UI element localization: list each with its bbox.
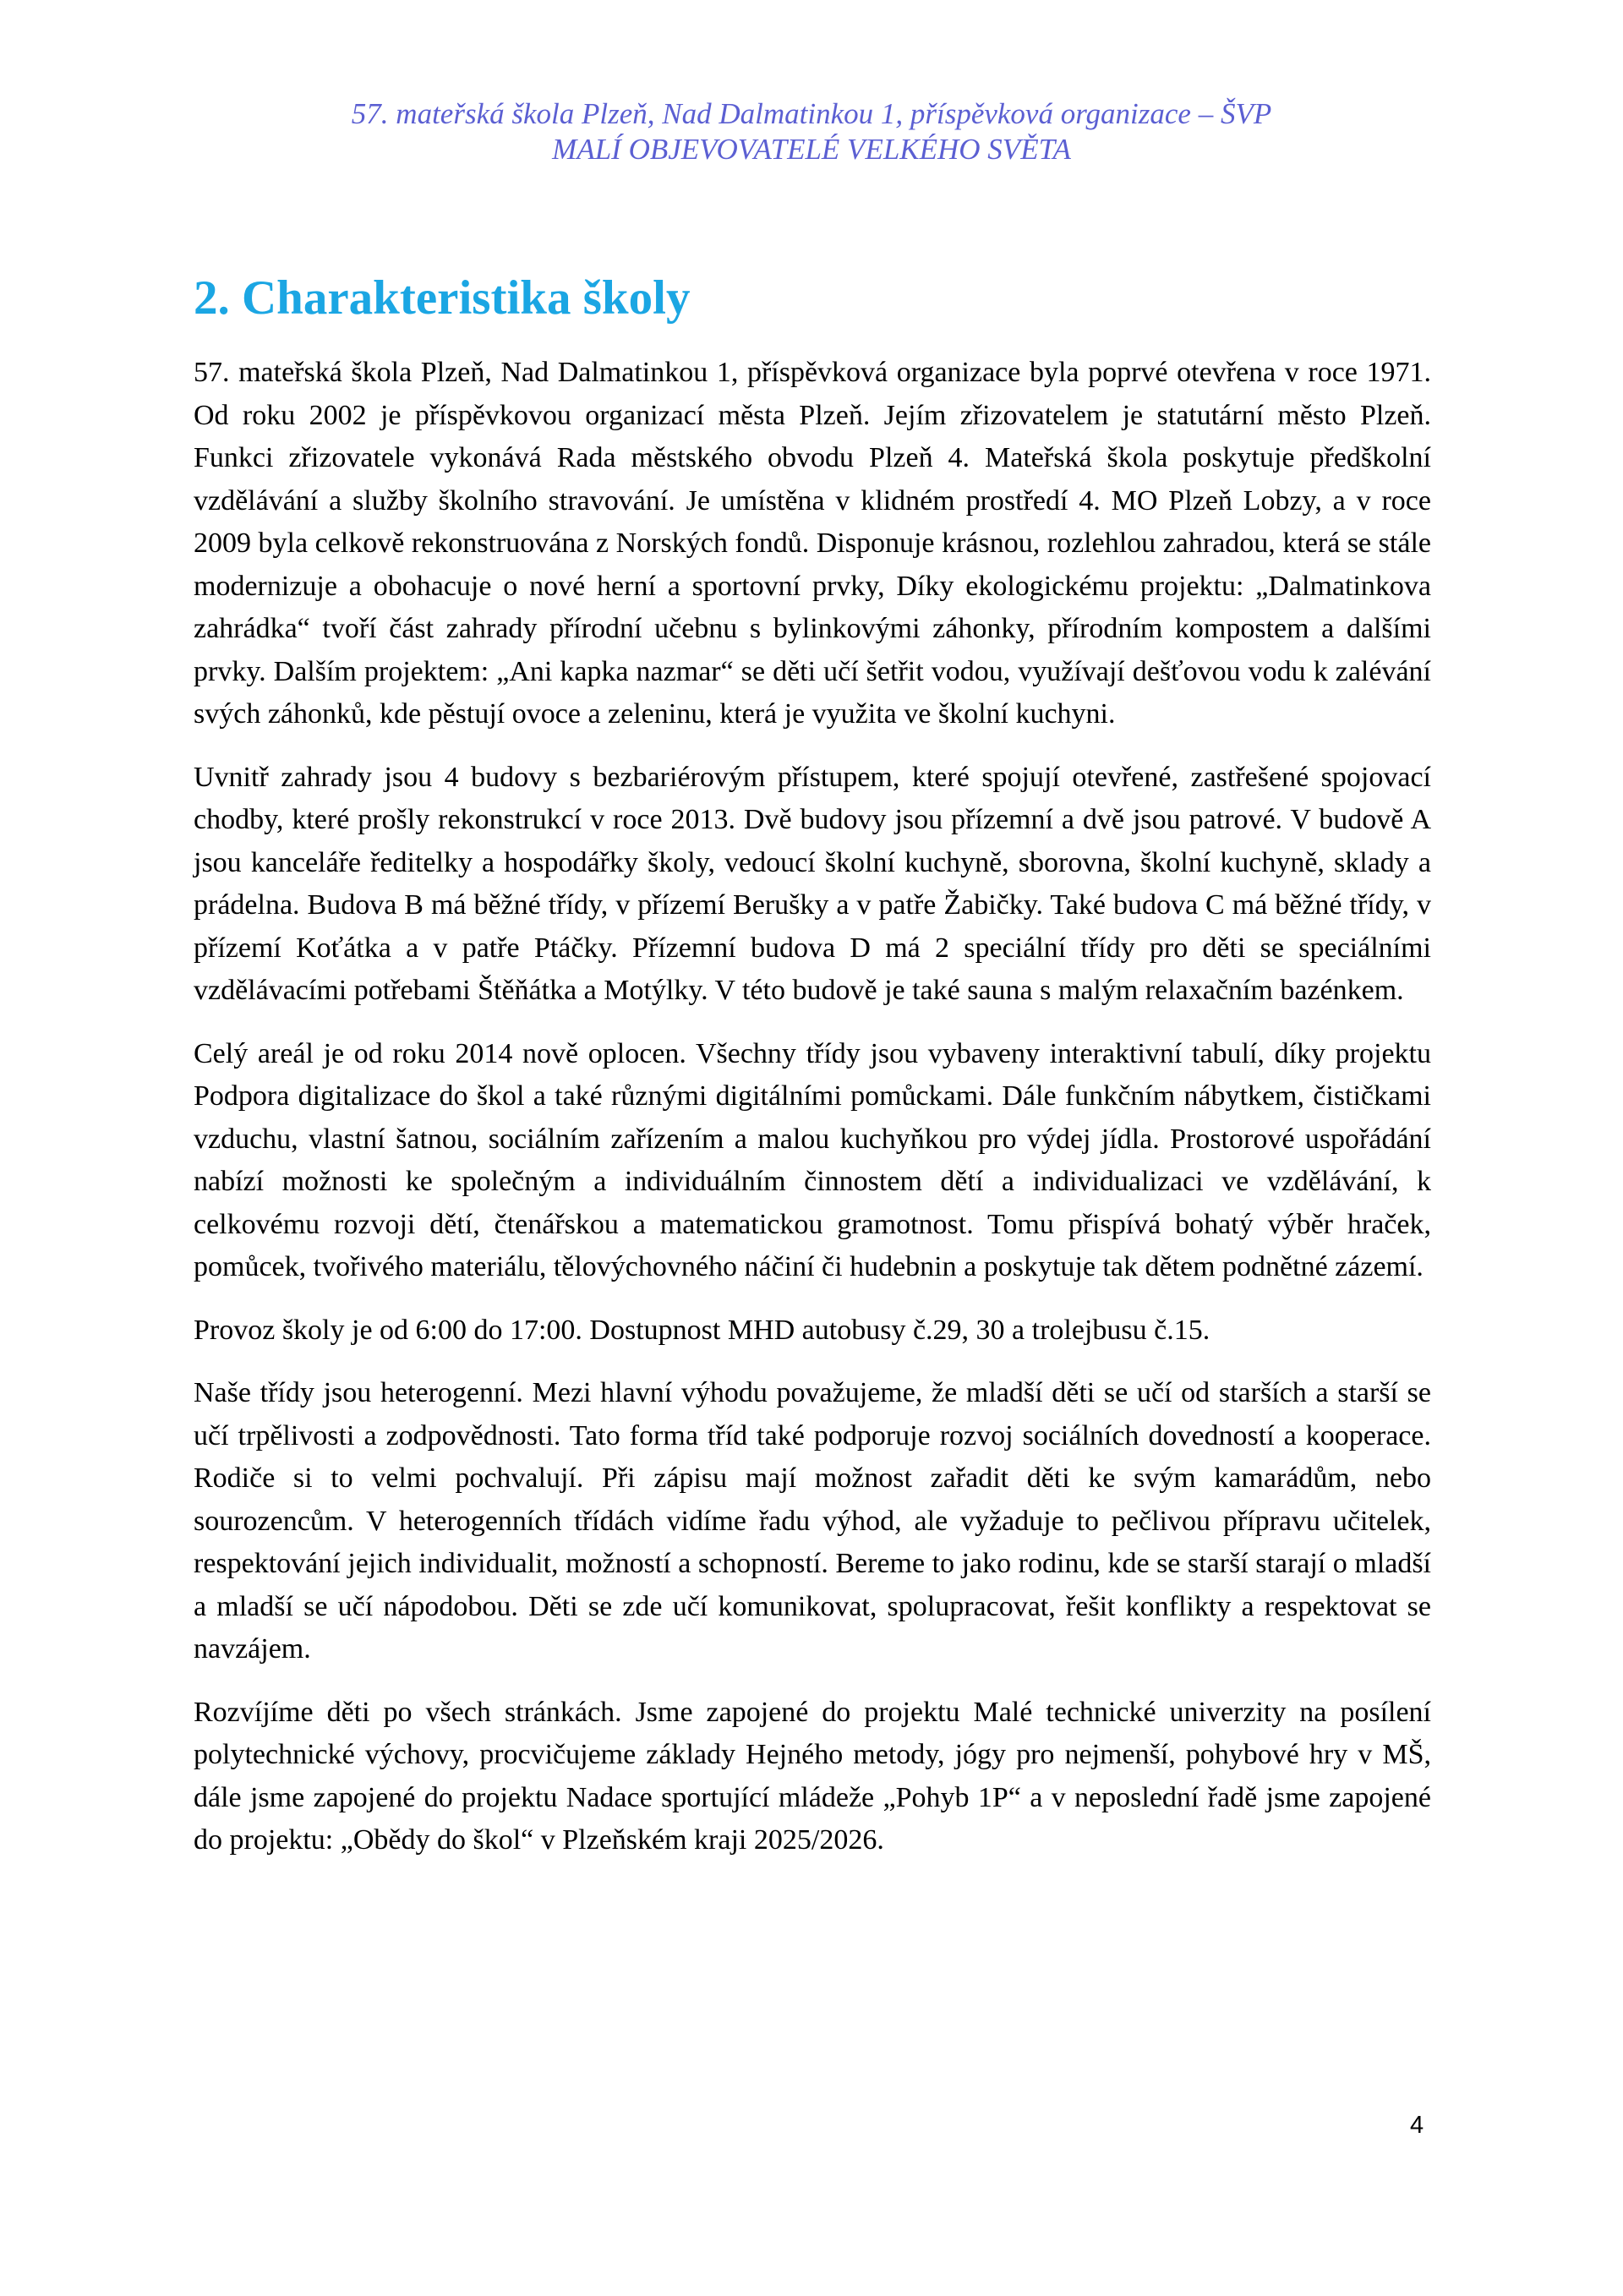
section-heading: 2. Charakteristika školy — [194, 271, 691, 325]
header-program-title: MALÍ OBJEVOVATELÉ VELKÉHO SVĚTA — [552, 133, 1071, 166]
paragraph-projects: Rozvíjíme děti po všech stránkách. Jsme zapojené do projektu Malé technické univerzity na posílení polytechnické výchovy, procvičujeme základy Hejného metody, jógy pro nejmenší, pohybové hry v MŠ, dále jsme zapojené do projektu Nadace sportující mládeže „Pohyb 1P“ a v neposlední řadě jsme zapojené do projektu: „Obědy do škol“ v Plzeňském kraji 2025/2026. — [194, 1696, 1431, 1856]
paragraph-heterogeneous-classes: Naše třídy jsou heterogenní. Mezi hlavní výhodu považujeme, že mladší děti se učí od starších a starší se učí trpělivosti a zodpovědnosti. Tato forma tříd také podporuje rozvoj sociálních dovedností a kooperace. Rodiče si to velmi pochvalují. Při zápisu mají možnost zařadit děti ke svým kamarádům, nebo sourozencům. V heterogenních třídách vidíme řadu výhod, ale vyžaduje to pečlivou přípravu učitelek, respektování jejich individualit, možností a schopností. Bereme to jako rodinu, kde se starší starají o mladší a mladší se učí nápodobou. Děti se zde učí komunikovat, spolupracovat, řešit konflikty a respektovat se navzájem. — [194, 1377, 1431, 1665]
paragraph-buildings: Uvnitř zahrady jsou 4 budovy s bezbariérovým přístupem, které spojují otevřené, zastřešené spojovací chodby, které prošly rekonstrukcí v roce 2013. Dvě budovy jsou přízemní a dvě jsou patrové. V budově A jsou kanceláře ředitelky a hospodářky školy, vedoucí školní kuchyně, sborovna, školní kuchyně, sklady a prádelna. Budova B má běžné třídy, v přízemí Berušky a v patře Žabičky. Také budova C má běžné třídy, v přízemí Koťátka a v patře Ptáčky. Přízemní budova D má 2 speciální třídy pro děti se speciálními vzdělávacími potřebami Štěňátka a Motýlky. V této budově je také sauna s malým relaxačním bazénkem. — [194, 761, 1431, 1006]
paragraph-opening-hours: Provoz školy je od 6:00 do 17:00. Dostupnost MHD autobusy č.29, 30 a trolejbusu č.15. — [194, 1314, 1210, 1346]
section-body — [194, 352, 1431, 1883]
paragraph-history: 57. mateřská škola Plzeň, Nad Dalmatinkou 1, příspěvková organizace byla poprvé otevřena v roce 1971. Od roku 2002 je příspěvkovou organizací města Plzeň. Jejím zřizovatelem je statutární město Plzeň. Funkci zřizovatele vykonává Rada městského obvodu Plzeň 4. Mateřská škola poskytuje předškolní vzdělávání a služby školního stravování. Je umístěna v klidném prostředí 4. MO Plzeň Lobzy, a v roce 2009 byla celkově rekonstruována z Norských fondů. Disponuje krásnou, rozlehlou zahradou, která se stále modernizuje a obohacuje o nové herní a sportovní prvky, Díky ekologickému projektu: „Dalmatinkova zahrádka“ tvoří část zahrady přírodní učebnu s bylinkovými záhonky, přírodním kompostem a dalšími prvky. Dalším projektem: „Ani kapka nazmar“ se děti učí šetřit vodou, využívají dešťovou vodu k zalévání svých záhonků, kde pěstují ovoce a zeleninu, která je využita ve školní kuchyni. — [194, 357, 1431, 730]
header-school-name: 57. mateřská škola Plzeň, Nad Dalmatinkou 1, příspěvková organizace – ŠVP — [351, 97, 1272, 130]
paragraph-equipment: Celý areál je od roku 2014 nově oplocen. Všechny třídy jsou vybaveny interaktivní tabulí, díky projektu Podpora digitalizace do škol a také různými digitálními pomůckami. Dále funkčním nábytkem, čističkami vzduchu, vlastní šatnou, sociálním zařízením a malou kuchyňkou pro výdej jídla. Prostorové uspořádání nabízí možnosti ke společným a individuálním činnostem dětí a individualizaci ve vzdělávání, k celkovému rozvoji dětí, čtenářskou a matematickou gramotnost. Tomu přispívá bohatý výběr hraček, pomůcek, tvořivého materiálu, tělovýchovného náčiní či hudebnin a poskytuje tak dětem podnětné zázemí. — [194, 1037, 1431, 1282]
page-number: 4 — [1410, 2112, 1424, 2139]
running-header — [0, 96, 1623, 167]
